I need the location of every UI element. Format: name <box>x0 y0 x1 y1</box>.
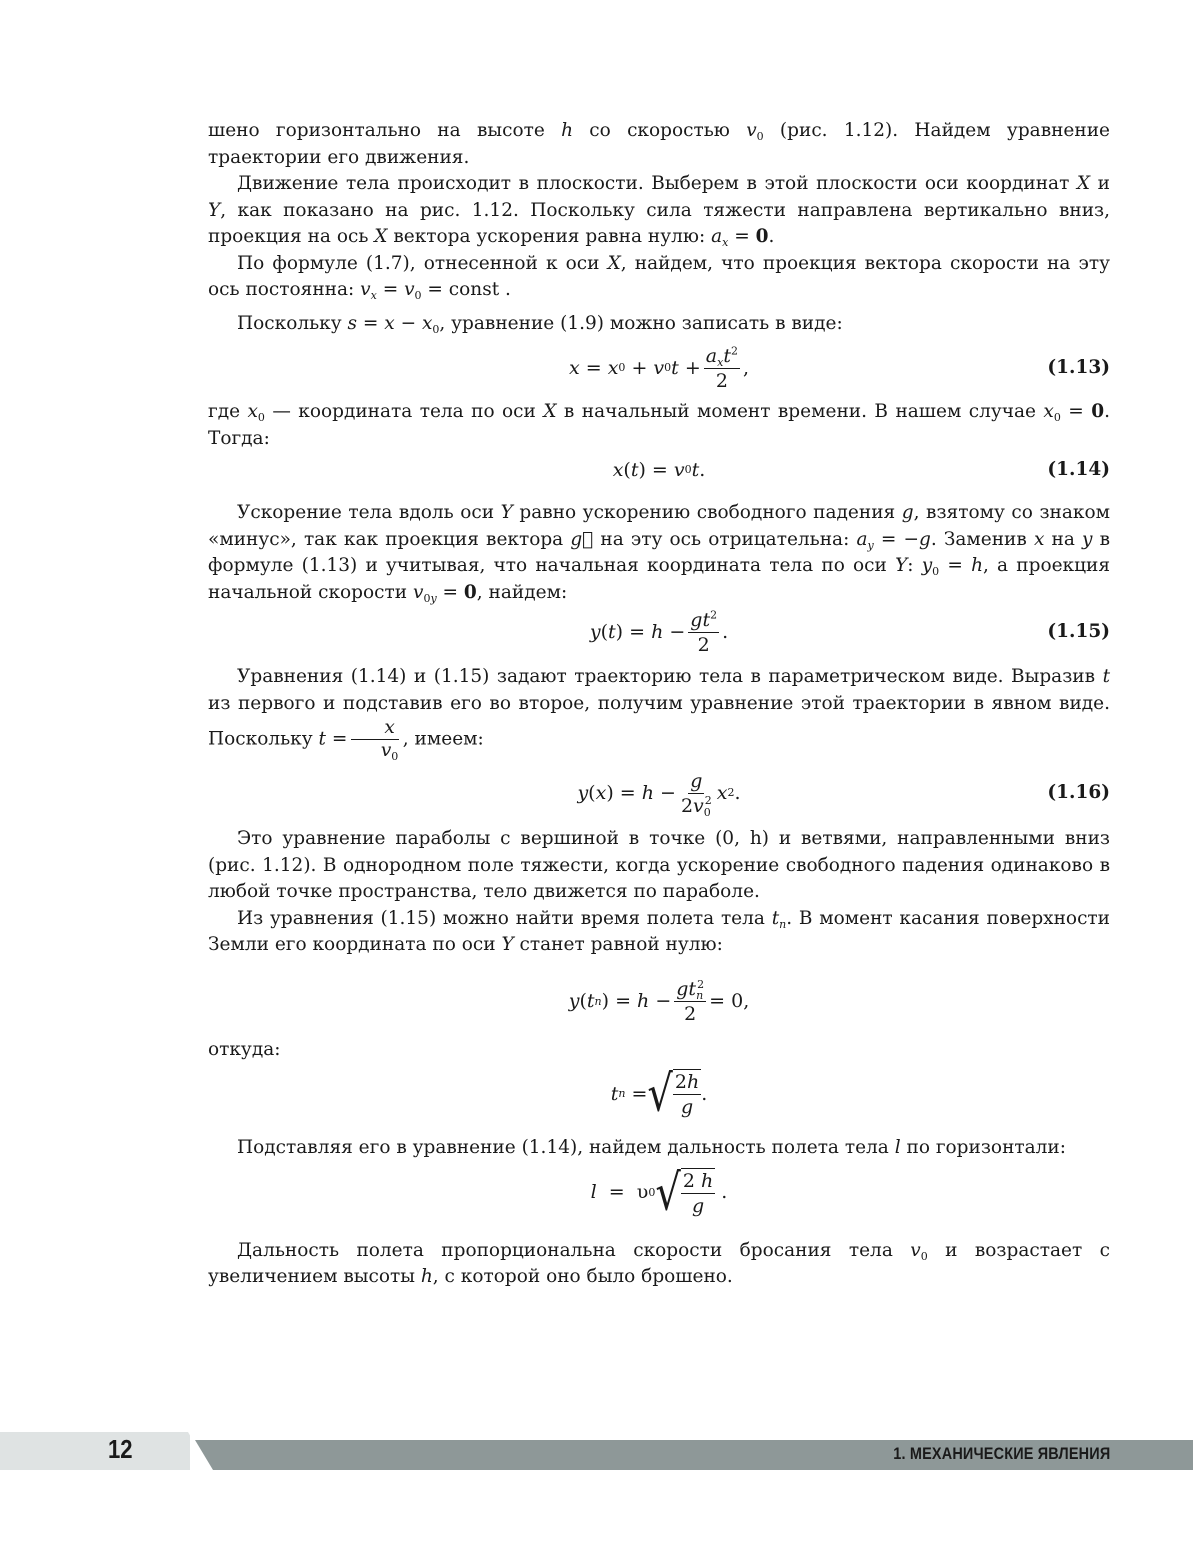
footer-left-band <box>0 1432 190 1470</box>
equation-number: (1.16) <box>1047 781 1110 803</box>
paragraph-6: Ускорение тела вдоль оси Y равно ускорению свободного падения g, взятому со знаком «минус», так как проекция вектора g⃗ на эту ось отрицательна: $a_y = -g$. Заменив x на y в формуле (1.13) и учитывая, что начальная координата тела по оси Y: $y_0 = h$, а проекция начальной скорости $v_{0y} = 0$, найдем: <box>208 502 1111 605</box>
paragraph-9: Из уравнения (1.15) можно найти время полета тела $t_п$. В момент касания поверхности Земли его координата по оси Y станет равной нулю: <box>208 907 1110 955</box>
paragraph-7: Уравнения (1.14) и (1.15) задают траекторию тела в параметрическом виде. Выразив t из первого и подставив его во второе, получим уравнение этой траектории в явном виде. Поскольку t = $\frac{x}{v_0}$ , имеем: <box>208 666 1110 763</box>
equation-1-16: y ( x ) = h − $\frac{g}{2v_0^2}$ x 2 . (1.16) <box>577 769 1110 819</box>
paragraph-4: Поскольку $s = x - x_0$, уравнение (1.9) можно записать в виде: <box>237 312 843 336</box>
paragraph-otkuda: откуда: <box>208 1038 281 1060</box>
page-number: 12 <box>108 1434 133 1464</box>
paragraph-11: Дальность полета пропорциональна скорости бросания тела $v_0$ и возрастает с увеличением высоты h, с которой оно было брошено. <box>208 1239 1110 1287</box>
paragraph-2: Движение тела происходит в плоскости. Выберем в этой плоскости оси координат X и Y, как показано на рис. 1.12. Поскольку сила тяжести направлена вертикально вниз, проекция на ось X вектора ускорения равна нулю: $a_x = 0$. <box>208 173 1110 249</box>
equation-range: l = υ 0 √ $\frac{2 h}{g}$ . <box>590 1163 728 1222</box>
equation-1-14: x ( t ) = v 0 t . (1.14) <box>208 452 1110 488</box>
equation-number: (1.14) <box>1047 458 1110 480</box>
paragraph-10: Подставляя его в уравнение (1.14), найдем дальность полета тела l по горизонтали: <box>237 1137 1066 1158</box>
paragraph-3: По формуле (1.7), отнесенной к оси X, найдем, что проекция вектора скорости на эту ось постоянна: $v_x = v_0$ = const . <box>208 252 1110 302</box>
paragraph-1: шено горизонтально на высоте h со скоростью $v_0$ (рис. 1.12). Найдем уравнение траектории его движения. <box>208 120 1110 168</box>
paragraph-5: где $x_0$ — координата тела по оси X в начальный момент времени. В нашем случае $x_0 = 0$. Тогда: <box>208 401 1110 449</box>
page-content <box>208 118 1110 1291</box>
equation-number: (1.13) <box>1047 356 1110 378</box>
equation-1-13: x = x 0 + v 0 t + $\frac{a_xt^2}{2}$ , (1.13) <box>568 344 1110 392</box>
page-footer <box>0 1432 1193 1470</box>
equation-tp: t п = √ $\frac{2h}{g}$ . <box>610 1065 708 1123</box>
equation-flight-time: y ( t п ) = h − $\frac{gt_п^2}{2}$ = 0, <box>568 977 750 1025</box>
chapter-title: 1. МЕХАНИЧЕСКИЕ ЯВЛЕНИЯ <box>892 1444 1110 1463</box>
paragraph-8: Это уравнение параболы с вершиной в точке (0, h) и ветвями, направленными вниз (рис. 1.12). В однородном поле тяжести, когда ускорение свободного падения одинаково в любой точке пространства, тело движется по параболе. <box>208 828 1110 902</box>
equation-number: (1.15) <box>1047 620 1110 642</box>
equation-1-15: y ( t ) = h − $\frac{gt^2}{2}$ . (1.15) <box>589 608 1110 656</box>
